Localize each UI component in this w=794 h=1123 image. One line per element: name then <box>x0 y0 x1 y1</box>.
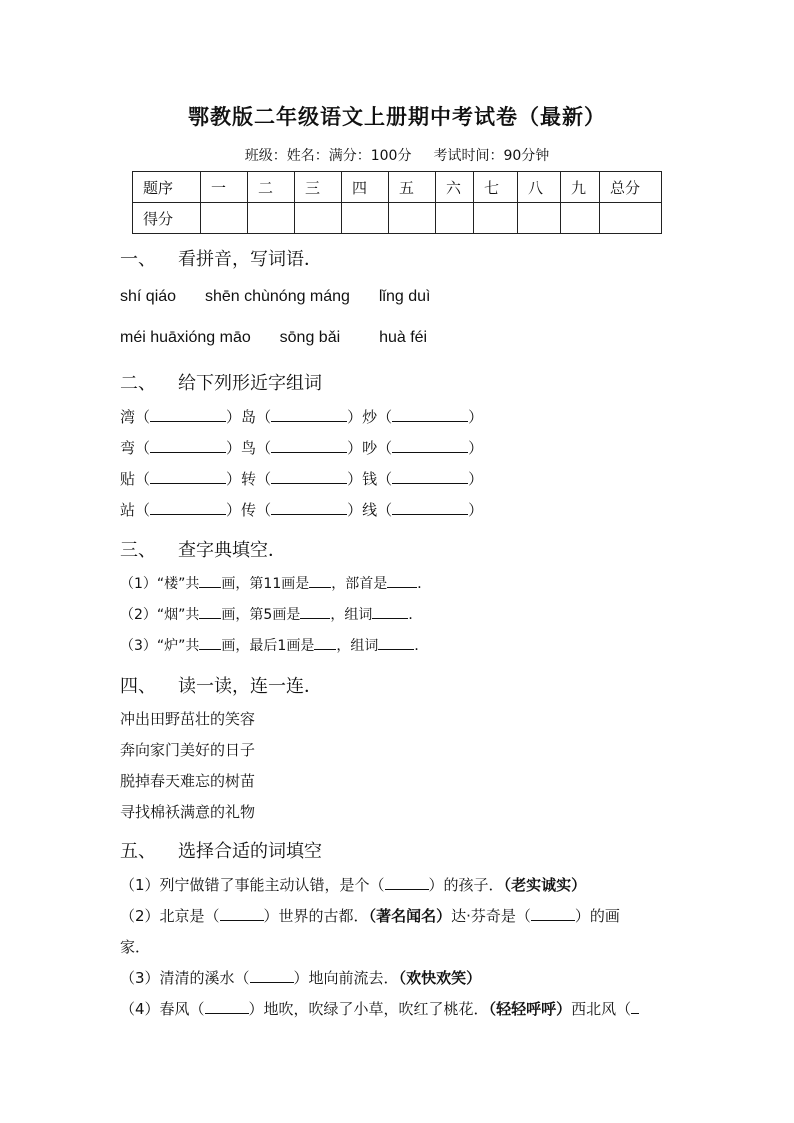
pinyin-word: méi huāxióng māo <box>120 329 251 346</box>
section-heading-1 <box>120 245 322 271</box>
char: 贴 <box>120 470 136 488</box>
pinyin-word: shí qiáo <box>120 288 177 305</box>
paren: ） <box>468 501 484 519</box>
char: 转 <box>241 470 257 488</box>
answer-blank[interactable] <box>378 637 414 650</box>
matching-item[interactable]: 冲出田野茁壮的笑容 <box>120 710 256 728</box>
section-number: 三、 <box>120 540 156 561</box>
score-cell[interactable] <box>436 203 474 234</box>
char: 鸟 <box>241 439 257 457</box>
table-header-cell: 六 <box>436 172 474 203</box>
paren: （ <box>135 470 151 488</box>
question-text: ，组词 <box>336 638 379 654</box>
page-title: 鄂教版二年级语文上册期中考试卷（最新） <box>188 104 606 129</box>
word-options: （老实诚实） <box>503 876 587 894</box>
paren: （ <box>377 408 393 426</box>
paren: （ <box>377 439 393 457</box>
class-name-score-label: 班级：姓名：满分：100分 <box>244 148 412 164</box>
question-text: ． <box>408 607 423 623</box>
paren: ） <box>468 470 484 488</box>
question-text: 西北风（ <box>571 1000 632 1018</box>
dictionary-question-1 <box>120 573 431 593</box>
answer-blank[interactable] <box>392 409 468 422</box>
pinyin-word: sōng bǎi <box>279 329 341 346</box>
answer-blank[interactable] <box>271 502 347 515</box>
paren: （ <box>135 439 151 457</box>
section-heading-3 <box>120 536 286 562</box>
table-header-cell: 九 <box>561 172 600 203</box>
score-cell[interactable] <box>600 203 662 234</box>
answer-blank[interactable] <box>372 606 408 619</box>
question-text: ． <box>417 576 432 592</box>
paren: （ <box>135 408 151 426</box>
question-text: 画，第5画是 <box>221 607 301 623</box>
fill-question-3 <box>120 967 481 988</box>
char: 弯 <box>120 439 136 457</box>
char: 炒 <box>362 408 378 426</box>
question-text: （4）春风（ <box>120 1000 205 1018</box>
section-title: 查字典填空． <box>178 540 286 561</box>
char: 传 <box>241 501 257 519</box>
dictionary-question-3 <box>120 635 428 655</box>
table-header-cell: 二 <box>248 172 295 203</box>
answer-blank[interactable] <box>199 606 221 619</box>
section-title: 给下列形近字组词 <box>178 373 322 394</box>
table-header-cell: 三 <box>295 172 342 203</box>
table-header-cell: 七 <box>474 172 518 203</box>
table-header-cell: 题序 <box>133 172 201 203</box>
similar-chars-row-1 <box>120 406 483 427</box>
question-text: 达·芬奇是（ <box>451 907 531 925</box>
word-options: （欢快欢笑） <box>398 969 482 987</box>
section-number: 一、 <box>120 249 156 270</box>
section-number: 二、 <box>120 373 156 394</box>
fill-question-2-continued: 家． <box>120 938 151 956</box>
score-table-header-row <box>133 172 662 203</box>
section-number: 四、 <box>120 676 156 697</box>
answer-blank[interactable] <box>392 440 468 453</box>
char: 线 <box>362 501 378 519</box>
word-options: （著名闻名） <box>368 907 452 925</box>
paren: ） <box>226 439 242 457</box>
paren: （ <box>377 470 393 488</box>
pinyin-row-1 <box>120 288 430 306</box>
char: 钱 <box>362 470 378 488</box>
fill-question-4 <box>120 998 639 1019</box>
paren: ） <box>347 408 363 426</box>
section-heading-2 <box>120 369 322 395</box>
paren: ） <box>347 470 363 488</box>
pinyin-row-2 <box>120 329 427 347</box>
fill-question-1 <box>120 874 586 895</box>
section-title: 读一读，连一连． <box>178 676 322 697</box>
score-row-label: 得分 <box>133 203 201 234</box>
table-header-cell: 八 <box>518 172 561 203</box>
score-cell[interactable] <box>389 203 436 234</box>
question-text: ）世界的古都． <box>263 907 369 925</box>
paren: ） <box>226 408 242 426</box>
paren: ） <box>226 470 242 488</box>
pinyin-word: lǐng duì <box>378 288 431 305</box>
answer-blank[interactable] <box>387 575 417 588</box>
word-options: （轻轻呼呼） <box>488 1000 572 1018</box>
score-cell[interactable] <box>248 203 295 234</box>
char: 湾 <box>120 408 136 426</box>
matching-item[interactable]: 奔向家门美好的日子 <box>120 741 256 759</box>
table-header-cell: 一 <box>201 172 248 203</box>
char: 岛 <box>241 408 257 426</box>
question-text: ）地向前流去． <box>293 969 399 987</box>
score-cell[interactable] <box>201 203 248 234</box>
question-text: ，组词 <box>330 607 373 623</box>
question-text: （3）“炉”共 <box>120 638 200 654</box>
paren: ） <box>468 439 484 457</box>
paren: （ <box>135 501 151 519</box>
answer-blank[interactable] <box>271 409 347 422</box>
matching-item[interactable]: 脱掉春天难忘的树苗 <box>120 772 256 790</box>
answer-blank[interactable] <box>205 1001 249 1014</box>
score-cell[interactable] <box>295 203 342 234</box>
answer-blank[interactable] <box>150 471 226 484</box>
answer-blank[interactable] <box>314 637 336 650</box>
similar-chars-row-4 <box>120 499 483 520</box>
answer-blank[interactable] <box>385 877 429 890</box>
pinyin-word: shēn chùnóng máng <box>204 288 350 305</box>
question-text: （3）清清的溪水（ <box>120 969 250 987</box>
answer-blank[interactable] <box>631 1001 639 1014</box>
fill-question-2 <box>120 905 620 926</box>
question-text: （1）“楼”共 <box>120 576 200 592</box>
question-text: ）地吹，吹绿了小草，吹红了桃花． <box>248 1000 489 1018</box>
section-heading-4 <box>120 672 322 698</box>
score-table-row <box>133 203 662 234</box>
exam-info <box>0 145 794 165</box>
similar-chars-row-2 <box>120 437 483 458</box>
paren: ） <box>347 501 363 519</box>
answer-blank[interactable] <box>309 575 331 588</box>
char: 吵 <box>362 439 378 457</box>
score-cell[interactable] <box>561 203 600 234</box>
answer-blank[interactable] <box>150 440 226 453</box>
paren: （ <box>256 501 272 519</box>
pinyin-word: huà féi <box>379 329 428 346</box>
answer-blank[interactable] <box>271 440 347 453</box>
answer-blank[interactable] <box>220 908 264 921</box>
paren: （ <box>256 408 272 426</box>
question-text: （2）“烟”共 <box>120 607 200 623</box>
section-heading-5 <box>120 837 322 863</box>
score-cell[interactable] <box>474 203 518 234</box>
score-cell[interactable] <box>518 203 561 234</box>
answer-blank[interactable] <box>250 970 294 983</box>
section-number: 五、 <box>120 841 156 862</box>
matching-item[interactable]: 寻找棉袄满意的礼物 <box>120 803 256 821</box>
answer-blank[interactable] <box>271 471 347 484</box>
question-text: （1）列宁做错了事能主动认错，是个（ <box>120 876 385 894</box>
answer-blank[interactable] <box>199 575 221 588</box>
char: 站 <box>120 501 136 519</box>
dictionary-question-2 <box>120 604 422 624</box>
answer-blank[interactable] <box>392 502 468 515</box>
table-header-cell: 四 <box>342 172 389 203</box>
section-title: 看拼音，写词语． <box>178 249 322 270</box>
score-cell[interactable] <box>342 203 389 234</box>
answer-blank[interactable] <box>150 409 226 422</box>
similar-chars-row-3 <box>120 468 483 489</box>
question-text: 画，最后1画是 <box>221 638 315 654</box>
answer-blank[interactable] <box>199 637 221 650</box>
paren: ） <box>226 501 242 519</box>
question-text: ）的画 <box>574 907 620 925</box>
question-text: ）的孩子． <box>428 876 504 894</box>
score-table <box>132 171 662 234</box>
question-text: ，部首是 <box>331 576 388 592</box>
question-text: 画，第11画是 <box>221 576 310 592</box>
table-header-cell: 五 <box>389 172 436 203</box>
exam-time-label: 考试时间：90分钟 <box>433 148 550 164</box>
section-title: 选择合适的词填空 <box>178 841 322 862</box>
paren: ） <box>468 408 484 426</box>
answer-blank[interactable] <box>300 606 330 619</box>
paren: ） <box>347 439 363 457</box>
answer-blank[interactable] <box>531 908 575 921</box>
table-header-cell: 总分 <box>600 172 662 203</box>
answer-blank[interactable] <box>150 502 226 515</box>
question-text: ． <box>414 638 429 654</box>
paren: （ <box>256 470 272 488</box>
answer-blank[interactable] <box>392 471 468 484</box>
paren: （ <box>377 501 393 519</box>
question-text: （2）北京是（ <box>120 907 220 925</box>
paren: （ <box>256 439 272 457</box>
